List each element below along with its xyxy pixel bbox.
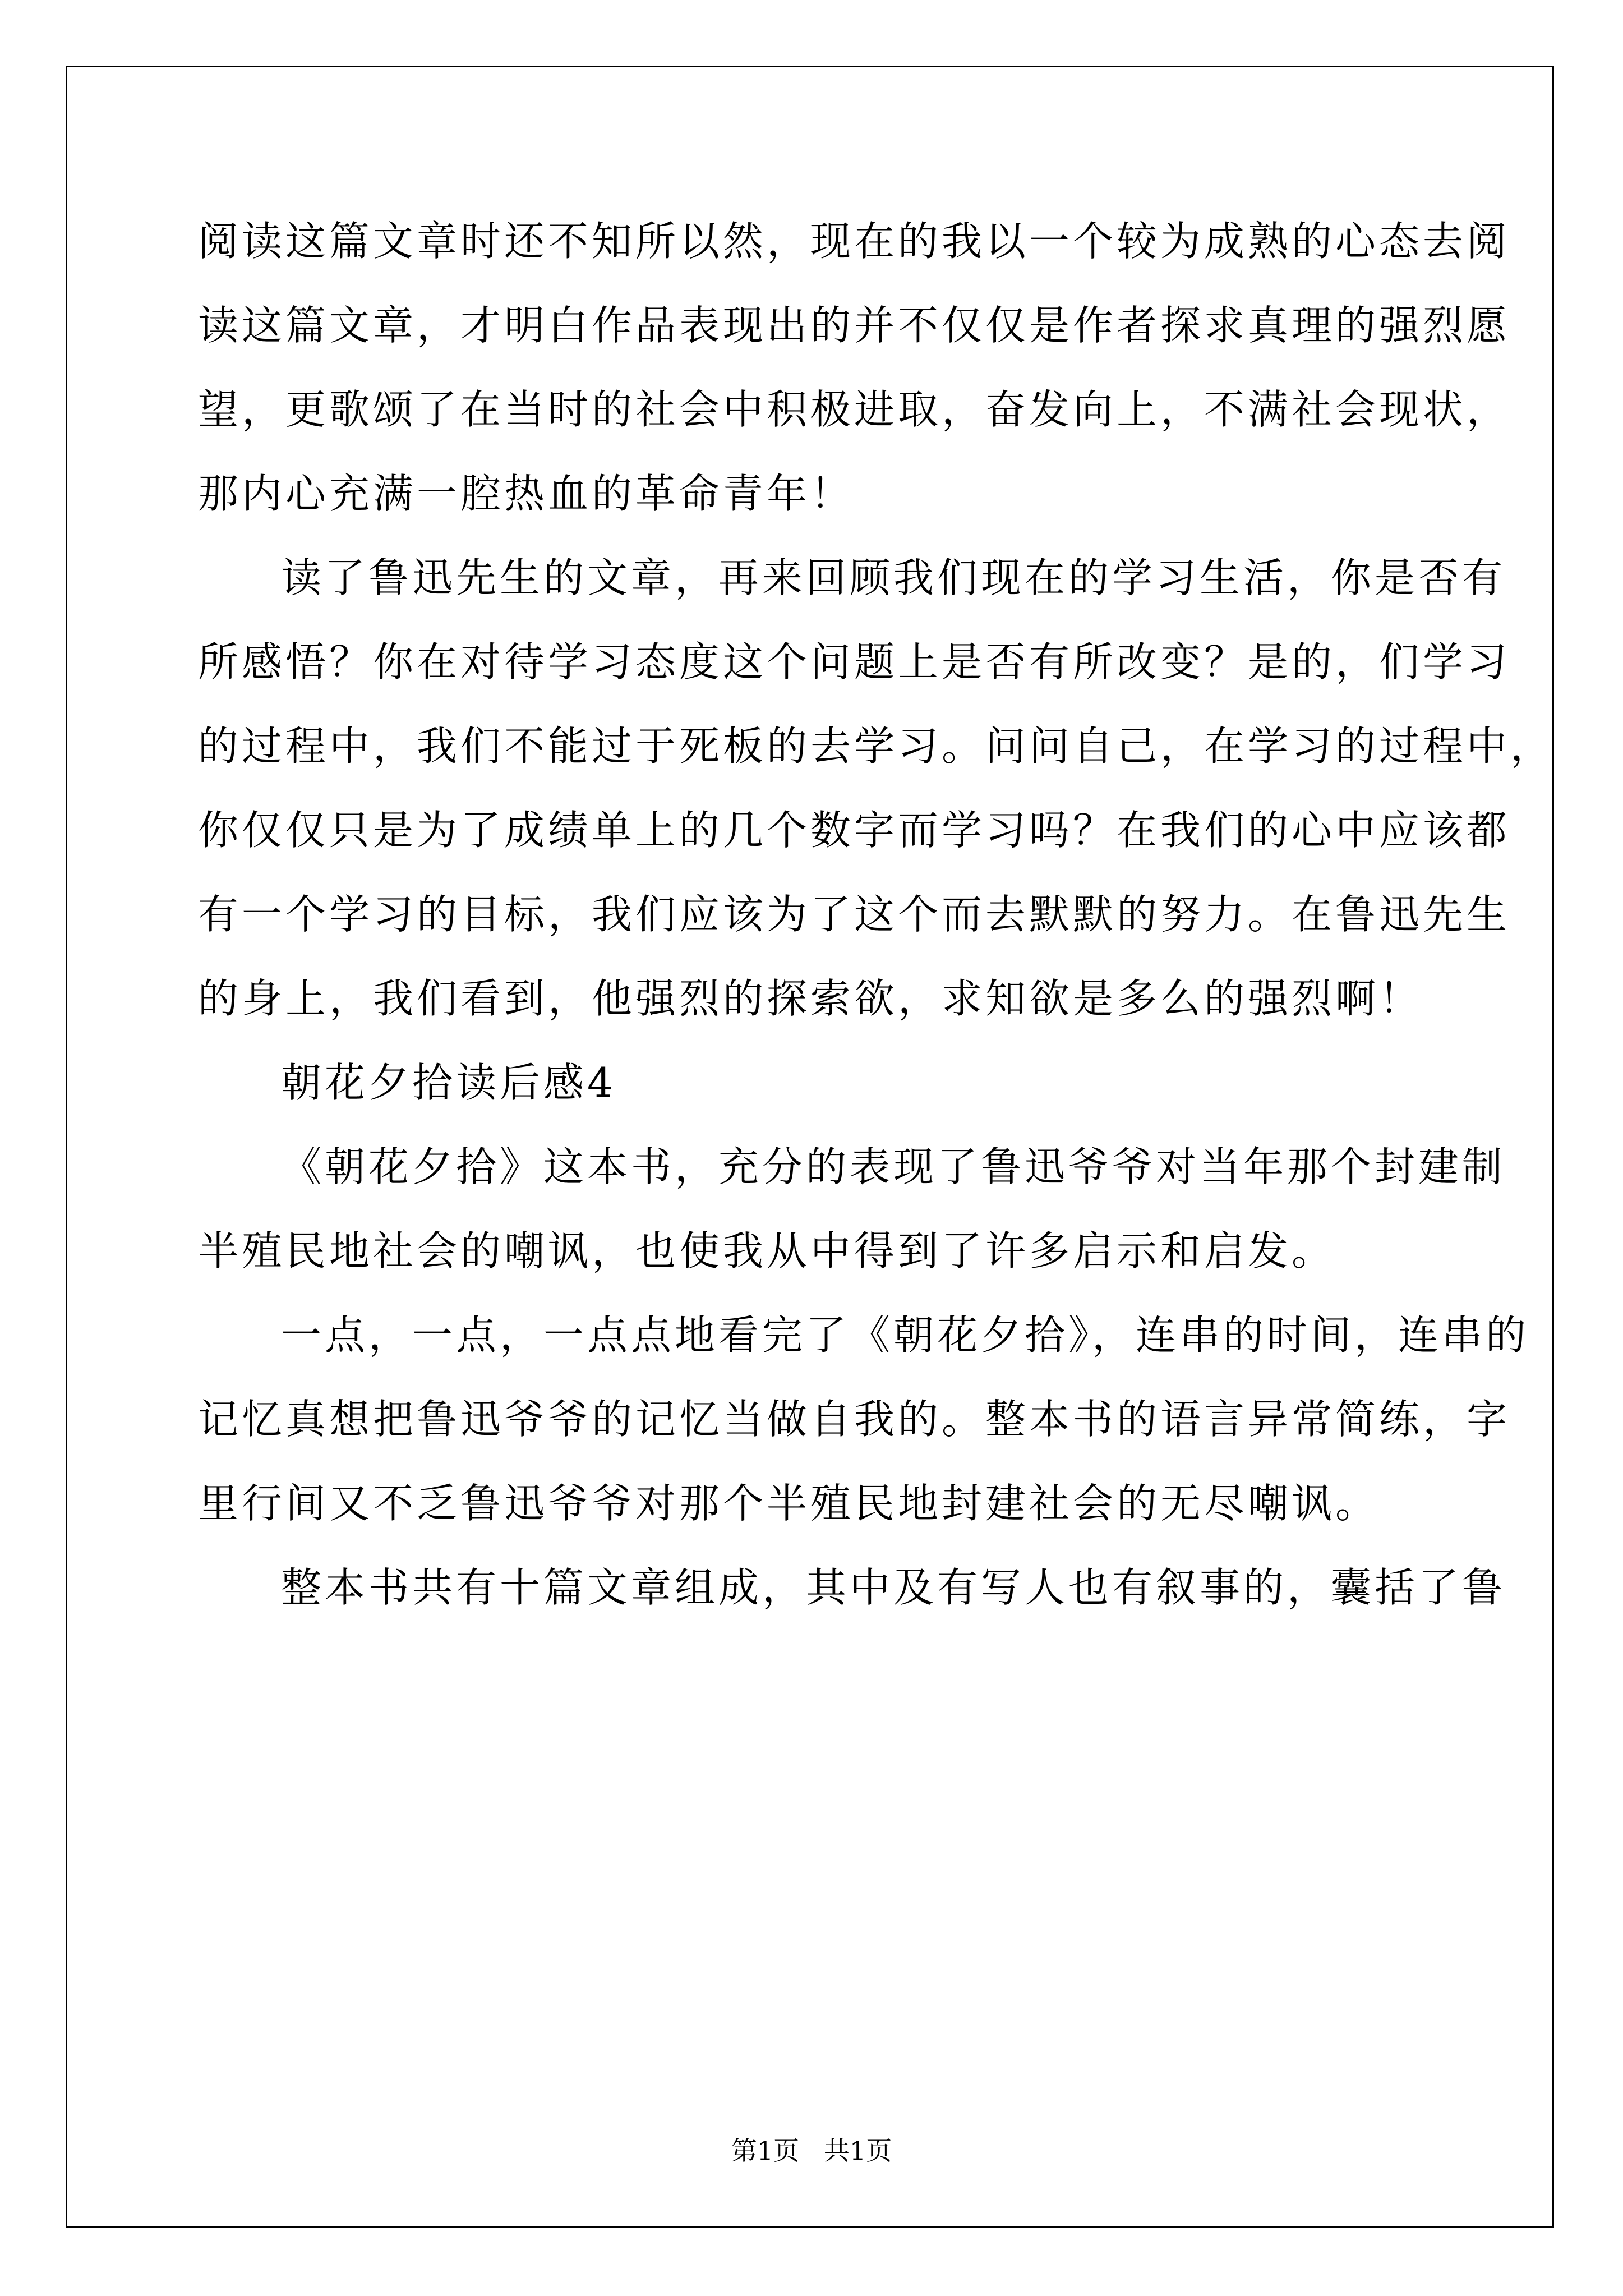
text-line: 的过程中，我们不能过于死板的去学习。问问自己，在学习的过程中， [198,723,1555,770]
section-heading: 朝花夕拾读后感4 [281,1059,616,1106]
text-line: 半殖民地社会的嘲讽，也使我从中得到了许多启示和启发。 [198,1227,1336,1274]
text-line: 有一个学习的目标，我们应该为了这个而去默默的努力。在鲁迅先生 [198,891,1511,938]
text-line: 一点，一点，一点点地看完了《朝花夕拾》，连串的时间，连串的 [281,1312,1530,1359]
text-line: 读这篇文章，才明白作品表现出的并不仅仅是作者探求真理的强烈愿 [198,302,1511,349]
text-line: 阅读这篇文章时还不知所以然，现在的我以一个较为成熟的心态去阅 [198,218,1511,265]
text-line: 里行间又不乏鲁迅爷爷对那个半殖民地封建社会的无尽嘲讽。 [198,1480,1380,1527]
page-footer: 第1页 共1页 [731,2136,892,2166]
text-line: 所感悟？你在对待学习态度这个问题上是否有所改变？是的，们学习 [198,638,1511,685]
text-line: 望，更歌颂了在当时的社会中积极进取，奋发向上，不满社会现状， [198,386,1511,433]
text-line: 的身上，我们看到，他强烈的探索欲，求知欲是多么的强烈啊！ [198,975,1423,1022]
text-line: 记忆真想把鲁迅爷爷的记忆当做自我的。整本书的语言异常简练，字 [198,1396,1511,1443]
text-line: 读了鲁迅先生的文章，再来回顾我们现在的学习生活，你是否有 [281,554,1506,601]
text-line: 那内心充满一腔热血的革命青年！ [198,470,855,517]
text-line: 你仅仅只是为了成绩单上的几个数字而学习吗？在我们的心中应该都 [198,807,1511,854]
text-line: 整本书共有十篇文章组成，其中及有写人也有叙事的，囊括了鲁 [281,1564,1506,1611]
text-line: 《朝花夕拾》这本书，充分的表现了鲁迅爷爷对当年那个封建制 [281,1143,1506,1190]
